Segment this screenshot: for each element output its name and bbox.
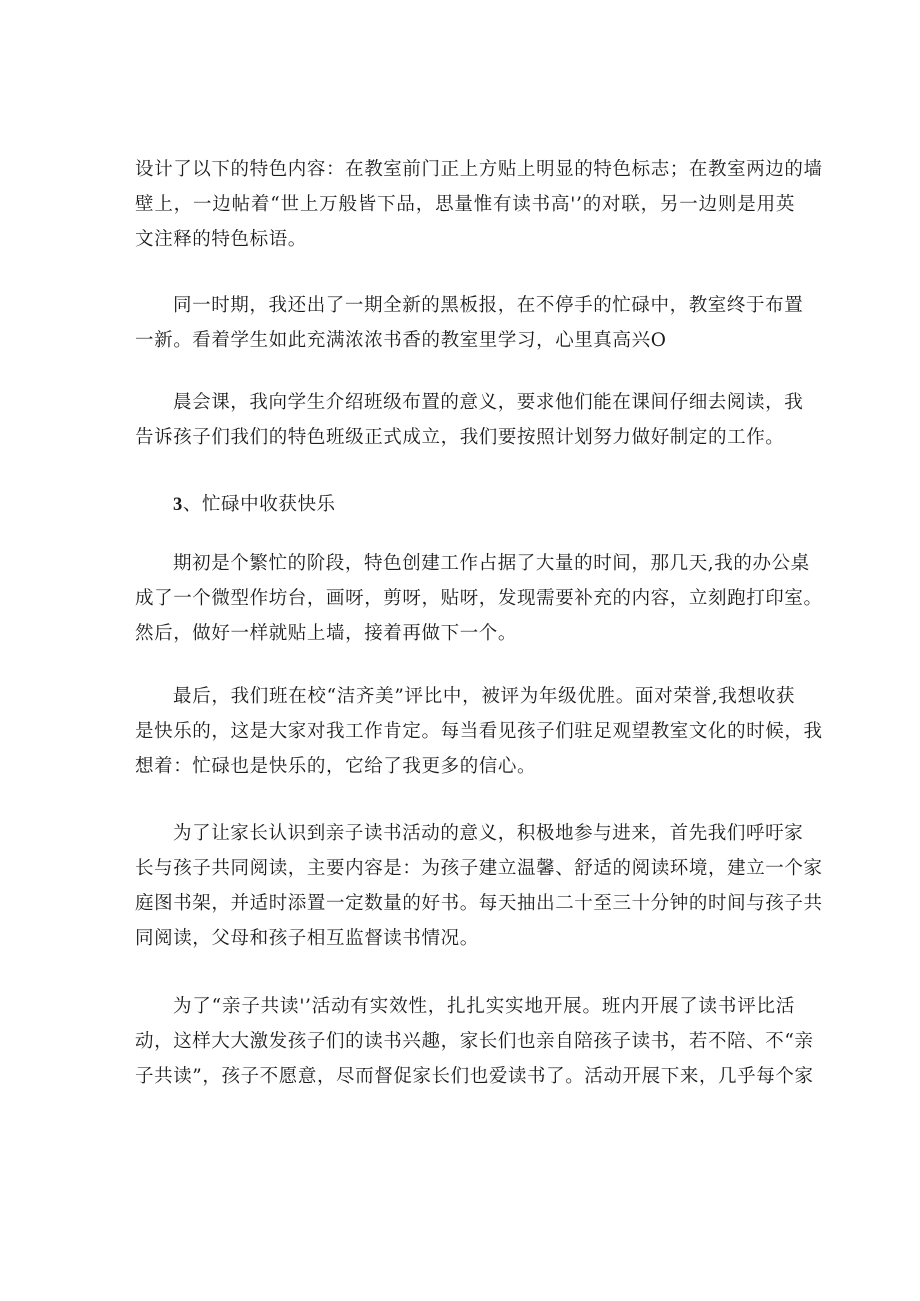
text-line: 告诉孩子们我们的特色班级正式成立，我们要按照计划努力做好制定的工作。 — [135, 427, 785, 448]
paragraph-6 — [135, 679, 823, 784]
section-number: 3 — [173, 495, 183, 515]
paragraph-2 — [135, 288, 804, 358]
text-line: 同一时期，我还出了一期全新的黑板报，在不停手的忙碌中，教室终于布置 — [173, 295, 804, 316]
text-line: 然后，做好一样就贴上墙，接着再做下一个。 — [135, 623, 518, 644]
text-line: 设计了以下的特色内容：在教室前门正上方贴上明显的特色标志；在教室两边的墙 — [135, 159, 823, 180]
text-line: 为了“亲子共读'’活动有实效性，扎扎实实地开展。班内开展了读书评比活 — [173, 996, 795, 1017]
paragraph-1 — [135, 152, 823, 257]
text-line: 成了一个微型作坊台，画呀，剪呀，贴呀，发现需要补充的内容，立刻跑打印室。 — [135, 588, 823, 609]
text-line: 同阅读，父母和孩子相互监督读书情况。 — [135, 928, 479, 949]
text-line: 一新。看着学生如此充满浓浓书香的教室里学习，心里真高兴O — [135, 330, 667, 351]
text-line: 长与孩子共同阅读，主要内容是：为孩子建立温馨、舒适的阅读环境，建立一个家 — [135, 858, 823, 879]
paragraph-5 — [135, 546, 823, 651]
section-heading — [173, 487, 336, 523]
text-line: 晨会课，我向学生介绍班级布置的意义，要求他们能在课间仔细去阅读，我 — [173, 392, 804, 413]
paragraph-8 — [135, 989, 814, 1094]
text-line: 庭图书架，并适时添置一定数量的好书。每天抽出二十至三十分钟的时间与孩子共 — [135, 893, 823, 914]
text-line: 是快乐的，这是大家对我工作肯定。每当看见孩子们驻足观望教室文化的时候，我 — [135, 721, 823, 742]
text-line: 文注释的特色标语。 — [135, 229, 307, 250]
section-title: 、忙碌中收获快乐 — [182, 494, 336, 515]
text-line: 期初是个繁忙的阶段，特色创建工作占据了大量的时间，那几天,我的办公桌 — [173, 553, 810, 574]
text-line: 子共读”，孩子不愿意，尽而督促家长们也爱读书了。活动开展下来，几乎每个家 — [135, 1066, 814, 1087]
text-line: 动，这样大大激发孩子们的读书兴趣，家长们也亲自陪孩子读书，若不陪、不“亲 — [135, 1031, 814, 1052]
text-line: 最后，我们班在校“洁齐美”评比中，被评为年级优胜。面对荣誉,我想收获 — [173, 686, 795, 707]
paragraph-7 — [135, 816, 823, 956]
text-line: 想着：忙碌也是快乐的，它给了我更多的信心。 — [135, 756, 537, 777]
text-line: 壁上，一边帖着“世上万般皆下品，思量惟有读书高'’的对联，另一边则是用英 — [135, 194, 795, 215]
text-line: 为了让家长认识到亲子读书活动的意义，积极地参与进来，首先我们呼吁家 — [173, 823, 804, 844]
paragraph-3 — [135, 385, 804, 455]
